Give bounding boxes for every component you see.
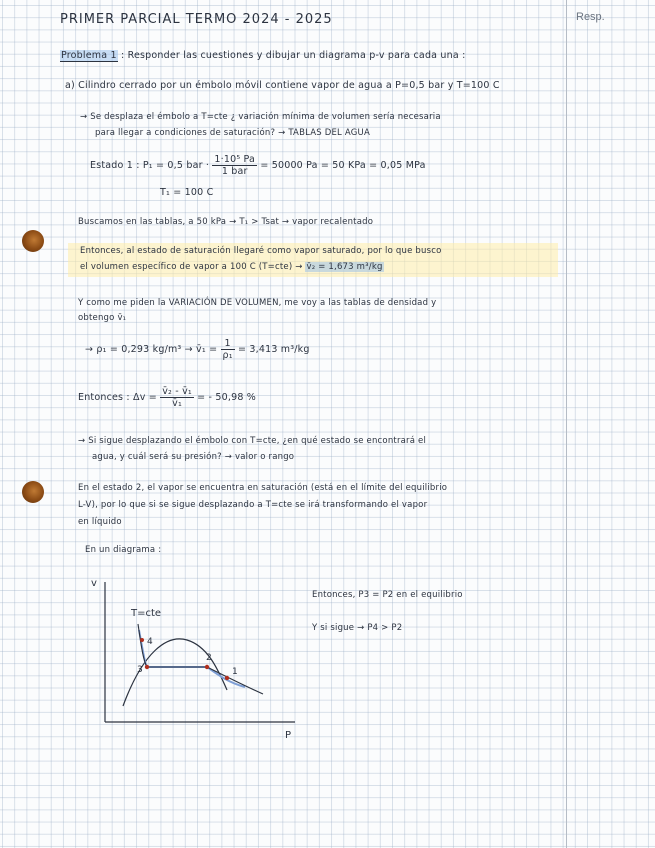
problema-label: Problema 1 xyxy=(61,50,117,61)
point-label-4: 4 xyxy=(147,637,153,647)
point-label-2: 2 xyxy=(206,653,212,663)
v1-result: = 3,413 m³/kg xyxy=(237,344,310,355)
density-line-1: Y como me piden la VARIACIÓN DE VOLUMEN, me voy a las tablas de densidad y xyxy=(78,298,437,308)
volume-variation xyxy=(78,386,256,409)
estado-1-pressure xyxy=(90,154,426,177)
problema-line xyxy=(60,50,466,61)
part-a-text: a) Cilindro cerrado por un émbolo móvil contiene vapor de agua a P=0,5 bar y T=100 C xyxy=(65,80,500,91)
estado-2-line-3: en líquido xyxy=(78,517,122,527)
question-2-line-1: → Si sigue desplazando el émbolo con T=cte, ¿en qué estado se encontrará el xyxy=(78,436,427,446)
rho-expr: → ρ₁ = 0,293 kg/m³ → xyxy=(85,344,193,355)
fraction-numerator: 1·10⁵ Pa xyxy=(214,154,256,165)
pv-diagram xyxy=(85,572,305,742)
v1-fraction xyxy=(221,338,235,361)
binder-hole-bottom xyxy=(22,481,44,503)
estado-1-label: Estado 1 : xyxy=(90,160,140,171)
isotherm-curve xyxy=(138,624,263,694)
question-1-line-2: para llegar a condiciones de saturación? → TABLAS DEL AGUA xyxy=(95,128,370,138)
resp-label: Resp. xyxy=(576,11,605,23)
density-calc xyxy=(85,338,310,361)
variation-fraction xyxy=(160,386,194,409)
saturation-line-1: Entonces, al estado de saturación llegaré como vapor saturado, por lo que busco xyxy=(80,246,442,256)
x-axis-label: P xyxy=(285,730,292,741)
tables-lookup-line: Buscamos en las tablas, a 50 kPa → T₁ > Tsat → vapor recalentado xyxy=(78,217,374,227)
state-point-4 xyxy=(140,638,144,642)
diagram-note-2: Y si sigue → P4 > P2 xyxy=(312,623,403,633)
density-line-2: obtengo v̄₁ xyxy=(78,313,127,323)
point-label-3: 3 xyxy=(137,665,143,675)
problema-statement: : Responder las cuestiones y dibujar un diagrama p-v para cada una : xyxy=(120,50,466,61)
variation-label: Entonces : Δv = xyxy=(78,392,157,403)
variation-result: = - 50,98 % xyxy=(197,392,257,403)
isotherm-label: T=cte xyxy=(131,608,162,619)
bar-to-pa-fraction xyxy=(212,154,257,177)
fraction-denominator: 1 bar xyxy=(221,166,248,177)
state-point-3 xyxy=(145,665,149,669)
estado-2-line-2: L-V), por lo que si se sigue desplazando a T=cte se irá transformando el vapor xyxy=(78,500,428,510)
v2-result: v̄₂ = 1,673 m³/kg xyxy=(306,262,383,272)
saturation-line-2 xyxy=(80,262,384,272)
fraction-numerator: v̄₂ - v̄₁ xyxy=(162,386,192,397)
question-2-line-2: agua, y cuál será su presión? → valor o rango xyxy=(92,452,295,462)
state-point-2 xyxy=(205,665,209,669)
point-label-1: 1 xyxy=(232,667,238,677)
fraction-denominator: v̄₁ xyxy=(172,398,182,409)
fraction-numerator: 1 xyxy=(221,338,235,350)
estado-1-temperature: T₁ = 100 C xyxy=(160,187,214,198)
margin-line xyxy=(566,0,567,848)
page-title: PRIMER PARCIAL TERMO 2024 - 2025 xyxy=(60,12,333,27)
binder-hole-top xyxy=(22,230,44,252)
v1-lhs: v̄₁ = xyxy=(196,344,218,355)
diagram-intro: En un diagrama : xyxy=(85,545,162,555)
question-1-line-1: → Se desplaza el émbolo a T=cte ¿ variación mínima de volumen sería necesaria xyxy=(80,112,441,122)
fraction-denominator: ρ₁ xyxy=(222,350,233,361)
y-axis-label: v xyxy=(91,578,97,589)
estado-1-p-expr: P₁ = 0,5 bar · xyxy=(142,160,210,171)
diagram-note-1: Entonces, P3 = P2 en el equilibrio xyxy=(312,590,463,600)
saturation-line-2-text: el volumen específico de vapor a 100 C (T=cte) → xyxy=(80,262,303,272)
estado-1-p-result: = 50000 Pa = 50 KPa = 0,05 MPa xyxy=(260,160,426,171)
estado-2-line-1: En el estado 2, el vapor se encuentra en saturación (está en el límite del equilibrio xyxy=(78,483,448,493)
state-point-1 xyxy=(225,676,229,680)
